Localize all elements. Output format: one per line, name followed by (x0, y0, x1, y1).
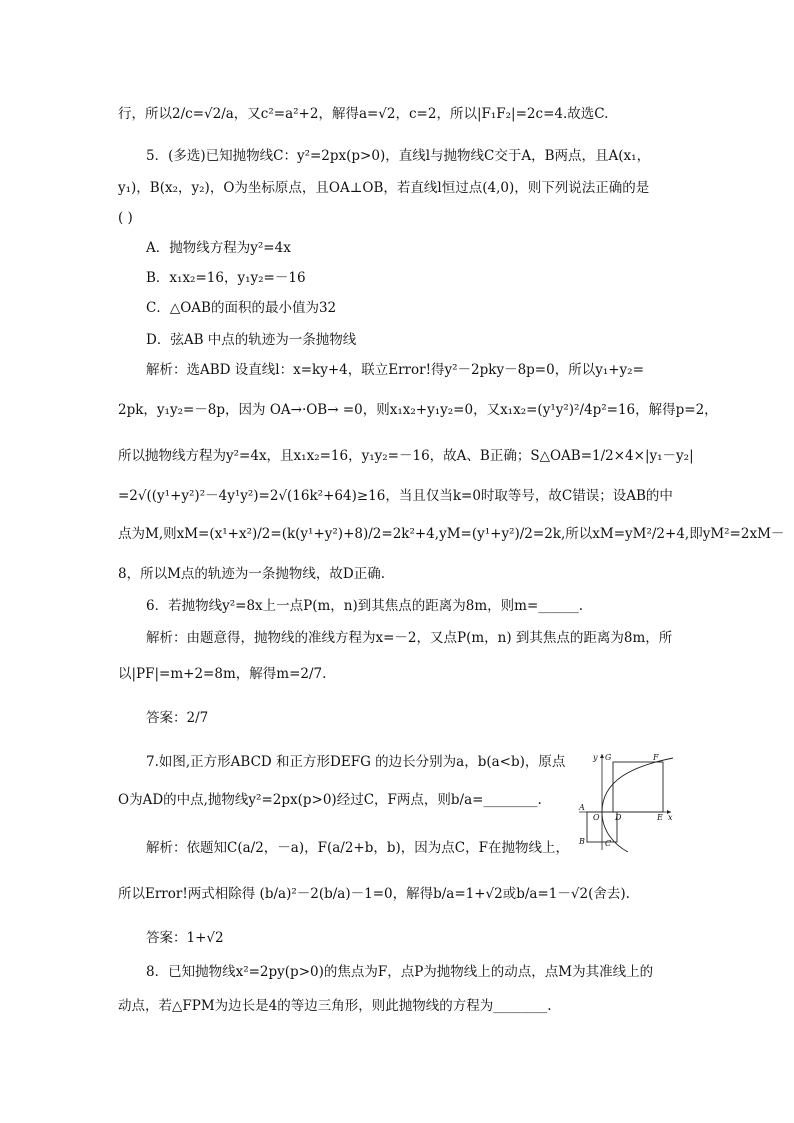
label-g: G (605, 753, 612, 762)
answer-6: 答案：2/7 (146, 710, 209, 726)
solution-6-line-1: 解析：由题意得，抛物线的准线方程为x=－2，又点P(m，n) 到其焦点的距离为8m，所 (146, 630, 673, 646)
label-a: A (579, 803, 585, 812)
question-8-stem: 8．已知抛物线x²=2py(p>0)的焦点为F，点P为抛物线上的动点，点M为其准线上的 (146, 964, 654, 980)
question-5-bracket: ( ) (118, 210, 133, 226)
option-c: C．△OAB的面积的最小值为32 (146, 300, 337, 316)
y-axis-arrow (600, 754, 604, 758)
question-7-stem: 7.如图,正方形ABCD 和正方形DEFG 的边长分别为a，b(a<b)，原点 (146, 754, 566, 770)
answer-7: 答案：1+√2 (146, 930, 224, 946)
option-a: A．抛物线方程为y²=4x (146, 240, 291, 256)
question-6-stem: 6．若抛物线y²=8x上一点P(m，n)到其焦点的距离为8m，则m=______. (146, 598, 584, 614)
question-7-stem-cont: O为AD的中点,抛物线y²=2px(p>0)经过C，F两点，则b/a=________. (118, 792, 542, 808)
solution-7-line-2: 所以Error!两式相除得 (b/a)²－2(b/a)－1=0，解得b/a=1+√2或b/a=1－√2(舍去). (118, 886, 630, 902)
question-5-stem: 5．(多选)已知抛物线C：y²=2px(p>0)，直线l与抛物线C交于A，B两点，且A(x₁， (146, 148, 651, 164)
label-o: O (593, 813, 600, 822)
text-line-1: 行，所以2/c=√2/a，又c²=a²+2，解得a=√2，c=2，所以|F₁F₂|=2c=4.故选C. (118, 106, 609, 122)
solution-5-line-5: 点为M,则xM=(x¹+x²)/2=(k(y¹+y²)+8)/2=2k²+4,yM=(y¹+y²)/2=2k,所以xM=yM²/2+4,即yM²=2xM－ (118, 526, 785, 542)
option-d: D．弦AB 中点的轨迹为一条抛物线 (146, 332, 357, 348)
parabola-squares-figure (573, 750, 675, 852)
label-e: E (657, 813, 663, 822)
label-d: D (615, 813, 622, 822)
label-c: C (605, 839, 612, 848)
solution-7-line-1: 解析：依题知C(a/2，－a)，F(a/2+b，b)，因为点C，F在抛物线上， (146, 840, 569, 856)
solution-5-line-2: 2pk，y₁y₂=－8p，因为 OA→·OB→ =0，则x₁x₂+y₁y₂=0，又x₁x₂=(y¹y²)²/4p²=16，解得p=2， (118, 402, 718, 418)
option-b: B．x₁x₂=16，y₁y₂=－16 (146, 270, 306, 286)
solution-5-line-6: 8，所以M点的轨迹为一条抛物线，故D正确. (118, 566, 386, 582)
solution-5-line-1: 解析：选ABD 设直线l：x=ky+4，联立Error!得y²－2pky－8p=0，所以y₁+y₂= (146, 362, 644, 378)
solution-6-line-2: 以|PF|=m+2=8m，解得m=2/7. (118, 666, 327, 682)
solution-5-line-3: 所以抛物线方程为y²=4x，且x₁x₂=16，y₁y₂=－16，故A、B正确；S△OAB=1/2×4×|y₁－y₂| (118, 448, 694, 464)
square-defg (613, 762, 663, 812)
label-y: y (593, 753, 598, 762)
question-5-stem-cont: y₁)，B(x₂，y₂)，O为坐标原点，且OA⊥OB，若直线l恒过点(4,0)，则下列说法正确的是 (118, 180, 650, 196)
solution-5-line-4: =2√((y¹+y²)²－4y¹y²)=2√(16k²+64)≥16，当且仅当k=0时取等号，故C错误；设AB的中 (118, 488, 673, 504)
label-x: x (668, 813, 673, 822)
label-f: F (653, 753, 659, 762)
label-b: B (579, 837, 585, 846)
question-8-stem-cont: 动点，若△FPM为边长是4的等边三角形，则此抛物线的方程为________. (118, 998, 552, 1014)
